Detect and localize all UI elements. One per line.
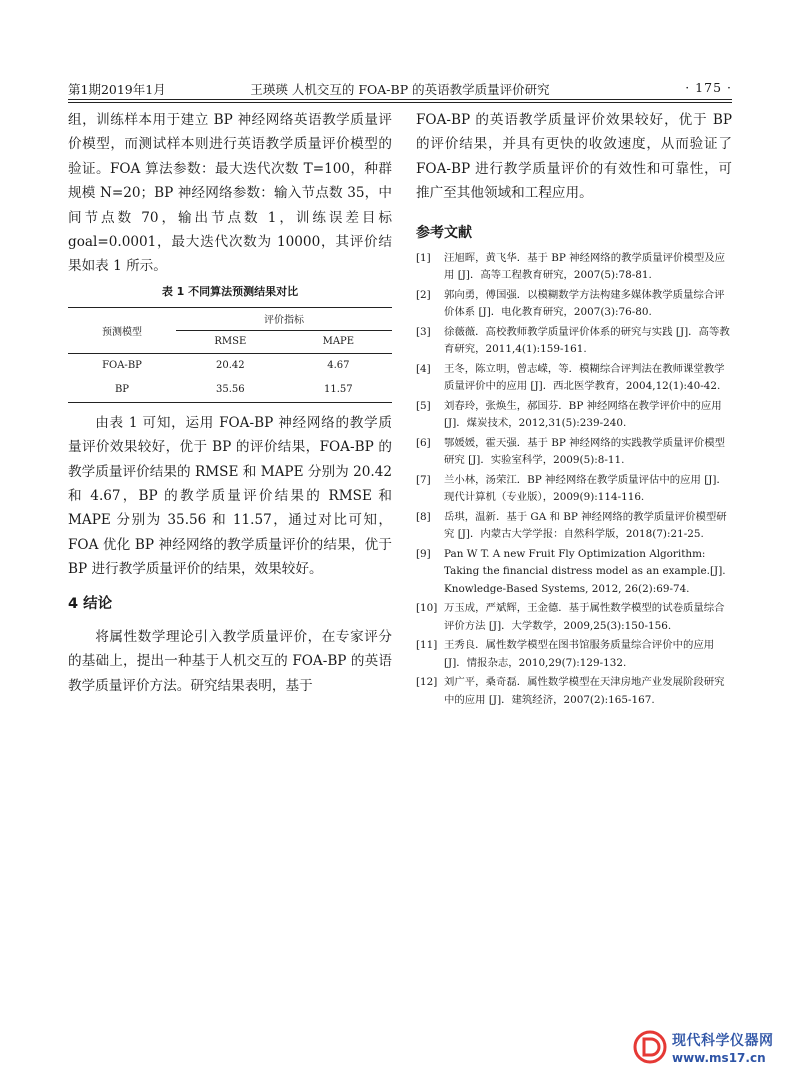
reference-text: 汪旭晖，黄飞华．基于 BP 神经网络的教学质量评价模型及应用 [J]．高等工程教育研究，2007(5):78-81. <box>444 251 725 282</box>
reference-text: 兰小林，汤荣江．BP 神经网络在教学质量评估中的应用 [J]．现代计算机（专业版），2009(9):114-116. <box>444 473 727 504</box>
reference-item <box>416 674 732 709</box>
header-rule-secondary <box>68 102 732 103</box>
reference-text: 万玉成，严斌辉，王金德．基于属性数学模型的试卷质量综合评价方法 [J]．大学数学，2009,25(3):150-156. <box>444 602 725 632</box>
reference-number: [4] <box>416 362 431 375</box>
reference-text: 王冬，陈立明，曾志嵘，等．模糊综合评判法在教师课堂教学质量评价中的应用 [J]．西北医学教育，2004,12(1):40-42. <box>444 362 725 393</box>
table-header-model: 预测模型 <box>68 307 176 353</box>
header-issue: 第1期2019年1月 <box>68 82 166 97</box>
reference-number: [11] <box>416 639 438 652</box>
table-row <box>68 378 392 403</box>
reference-text: 刘春玲，张焕生，郝国芬．BP 神经网络在教学评价中的应用 [J]．煤炭技术，2012,31(5):239-240. <box>444 399 722 430</box>
reference-item <box>416 637 732 672</box>
cell-model: BP <box>114 384 130 396</box>
watermark-url[interactable]: www.ms17.cn <box>672 1051 766 1065</box>
watermark-title: 现代科学仪器网 <box>672 1033 774 1049</box>
reference-text: 郭向勇，傅国强．以模糊数学方法构建多媒体教学质量综合评价体系 [J]．电化教育研究，2007(3):76-80. <box>444 288 725 319</box>
results-table <box>68 307 392 403</box>
reference-number: [12] <box>416 676 438 689</box>
table-header-metrics: 评价指标 <box>176 307 392 330</box>
references-title: 参考文献 <box>416 224 472 241</box>
reference-item <box>416 509 732 544</box>
reference-number: [2] <box>416 288 431 301</box>
watermark-logo-icon <box>632 1029 668 1065</box>
running-header <box>68 80 732 100</box>
table-header-rmse: RMSE <box>214 336 247 348</box>
cell-rmse: 20.42 <box>216 360 245 372</box>
reference-number: [1] <box>416 251 431 264</box>
reference-text: 岳琪，温新．基于 GA 和 BP 神经网络的教学质量评价模型研究 [J]．内蒙古大学学报：自然科学版，2018(7):21-25. <box>444 510 727 541</box>
reference-text: 王秀良．属性数学模型在图书馆服务质量综合评价中的应用 [J]．情报杂志，2010,29(7):129-132. <box>444 639 715 669</box>
cell-mape: 11.57 <box>324 384 353 396</box>
reference-list <box>416 250 732 710</box>
reference-item <box>416 324 732 359</box>
header-page-number: · 175 · <box>685 80 732 95</box>
header-title: 王瑛瑛 人机交互的 FOA-BP 的英语教学质量评价研究 <box>250 82 550 97</box>
reference-number: [3] <box>416 325 431 338</box>
reference-item <box>416 361 732 396</box>
paragraph-conclusion-continued: FOA-BP 的英语教学质量评价效果较好，优于 BP 的评价结果，并具有更快的收敛速度，从而验证了 FOA-BP 进行教学质量评价的有效性和可靠性，可推广至其他领域和工程应用。 <box>416 112 732 202</box>
section-title-conclusion: 4 结论 <box>68 595 113 612</box>
cell-mape: 4.67 <box>327 360 350 372</box>
reference-text: 徐薇薇．高校教师教学质量评价体系的研究与实践 [J]．高等教育研究，2011,4(1):159-161. <box>444 325 730 356</box>
paragraph-conclusion: 将属性数学理论引入教学质量评价，在专家评分的基础上，提出一种基于人机交互的 FOA-BP 的英语教学质量评价方法。研究结果表明，基于 <box>68 628 392 694</box>
reference-item <box>416 287 732 322</box>
reference-number: [5] <box>416 399 431 412</box>
reference-text: Pan W T. A new Fruit Fly Optimization Algorithm: Taking the financial distress model as an example.[J]. Knowledge-Based Systems, 2012, 26(2):69-74. <box>444 547 726 595</box>
site-watermark[interactable] <box>632 1025 784 1071</box>
reference-item <box>416 546 732 599</box>
paragraph-table-analysis: 由表 1 可知，运用 FOA-BP 神经网络的教学质量评价效果较好，优于 BP 的评价结果，FOA-BP 的教学质量评价结果的 RMSE 和 MAPE 分别为 20.42 和 4.67，BP 的教学质量评价结果的 RMSE 和 MAPE 分别为 35.56 和 11.57，通过对比可知，FOA 优化 BP 神经网络的教学质量评价的结果，优于 BP 进行教学质量评价的结果，效果较好。 <box>68 414 392 578</box>
reference-item <box>416 472 732 507</box>
reference-number: [7] <box>416 473 431 486</box>
reference-number: [8] <box>416 510 431 523</box>
cell-rmse: 35.56 <box>216 384 245 396</box>
reference-item <box>416 250 732 285</box>
table-header-mape: MAPE <box>322 336 355 348</box>
reference-number: [6] <box>416 436 431 449</box>
reference-item <box>416 600 732 635</box>
paragraph-experiment-setup: 组，训练样本用于建立 BP 神经网络英语教学质量评价模型，而测试样本则进行英语教学质量评价模型的验证。FOA 算法参数：最大迭代次数 T=100，种群规模 N=20；BP 神经网络参数：输入节点数 35，中间节点数 70，输出节点数 1，训练误差目标 goal=0.0001，最大迭代次数为 10000，其评价结果如表 1 所示。 <box>68 112 392 275</box>
reference-item <box>416 435 732 470</box>
reference-text: 刘广平，桑奇磊．属性数学模型在天津房地产业发展阶段研究中的应用 [J]．建筑经济，2007(2):165-167. <box>444 676 725 706</box>
reference-number: [10] <box>416 602 438 615</box>
left-column <box>68 108 392 698</box>
reference-text: 鄂媛媛，霍天强．基于 BP 神经网络的实践教学质量评价模型研究 [J]．实验室科学，2009(5):8-11. <box>444 436 725 467</box>
header-rule <box>68 99 732 100</box>
table-row <box>68 353 392 378</box>
reference-item <box>416 398 732 433</box>
table-caption: 表 1 不同算法预测结果对比 <box>161 284 299 298</box>
right-column <box>416 108 732 711</box>
reference-number: [9] <box>416 547 431 560</box>
cell-model: FOA-BP <box>102 360 142 372</box>
